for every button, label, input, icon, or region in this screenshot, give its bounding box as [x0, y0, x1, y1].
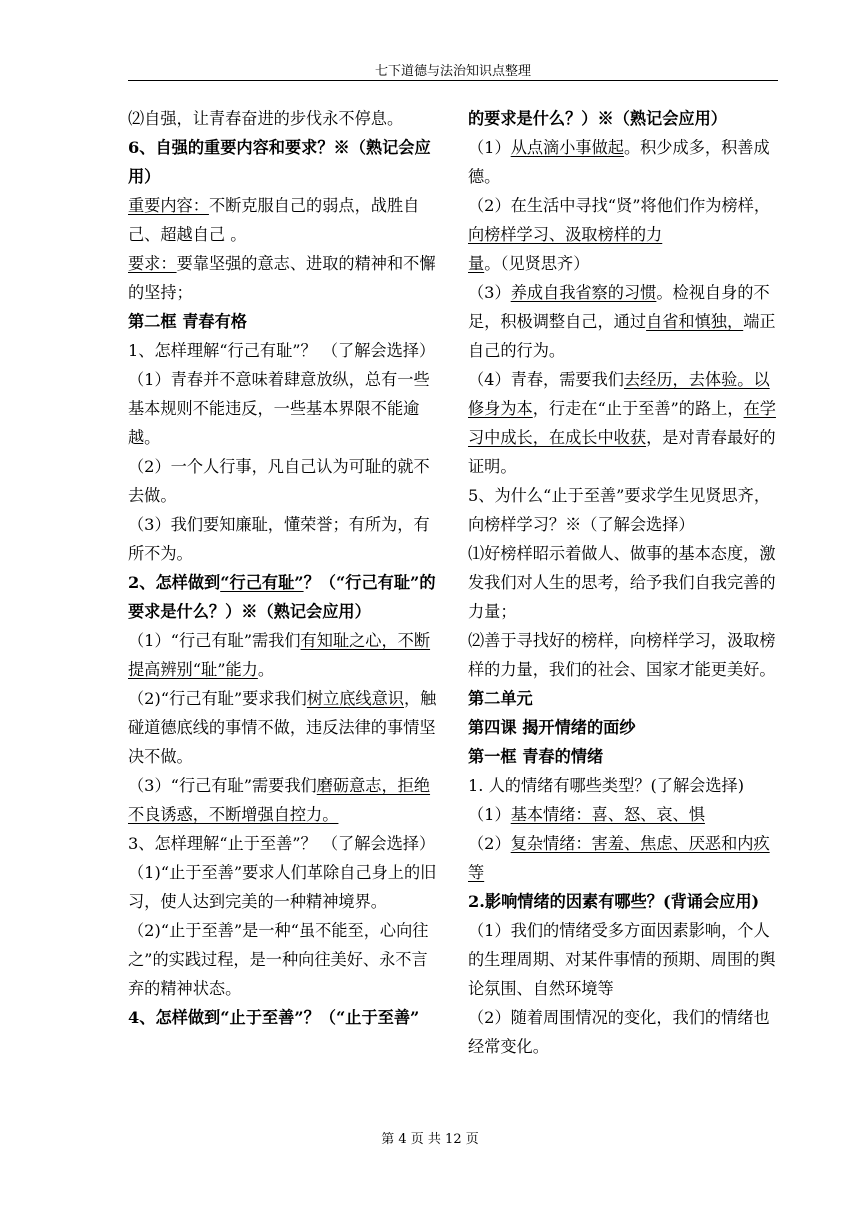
text-span: 。积少成多，积善成德。 [468, 138, 770, 186]
question-heading: 6、自强的重要内容和要求？※（熟记会应用） [128, 138, 431, 186]
text-span: 端正自己的行为。 [468, 312, 776, 360]
text-span: （2） [468, 834, 511, 853]
text-span: （1） [468, 138, 511, 157]
underlined-term: 去经历，去体验。以修身为本 [468, 370, 770, 418]
text-span: ，行走在“止于至善”的路上， [532, 399, 744, 418]
text-span: （2）在生活中寻找“贤”将他们作为榜样， [468, 196, 771, 215]
question-heading: 4、怎样做到“止于至善”？（“止于至善” [128, 1008, 420, 1027]
question-heading [128, 568, 440, 626]
paragraph: （1)“止于至善”要求人们革除自己身上的旧习，使人达到完美的一种精神境界。 [128, 863, 437, 911]
text-span: 。（见贤思齐） [484, 254, 590, 273]
header-divider [128, 80, 778, 81]
text-span: ，是对青春最好的证明。 [468, 428, 776, 476]
text-span: 不断克服自己的弱点，战胜自己、超越自己 。 [128, 196, 420, 244]
text-span: （2)“行己有耻”要求我们 [128, 689, 307, 708]
underlined-term: 在学习中成长，在成长中收获 [468, 399, 776, 447]
lesson-heading: 第四课 揭开情绪的面纱 [468, 718, 636, 737]
paragraph: （3）我们要知廉耻，懂荣誉；有所为，有所不为。 [128, 515, 430, 563]
text-span: （3） [468, 283, 511, 302]
unit-heading: 第二单元 [468, 689, 533, 708]
underlined-term: 复杂情绪：害羞、焦虑、厌恶和内疚等 [468, 834, 770, 882]
underlined-term: “行己有耻” [220, 573, 304, 592]
paragraph [128, 191, 440, 249]
question-heading: 的要求是什么？）※（熟记会应用） [468, 109, 727, 128]
text-span: （1） [468, 805, 511, 824]
text-span: （4）青春，需要我们 [468, 370, 624, 389]
underlined-term: 自省和慎独， [646, 312, 744, 331]
paragraph [468, 278, 780, 365]
paragraph: （2)“止于至善”是一种“虽不能至，心向往之”的实践过程，是一种向往美好、永不言弃的精神状态。 [128, 921, 429, 998]
text-span: 要靠坚强的意志、进取的精神和不懈的坚持； [128, 254, 436, 302]
question-heading: 5、为什么“止于至善”要求学生见贤思齐，向榜样学习？※（了解会选择） [468, 486, 771, 534]
page-header: 七下道德与法治知识点整理 [374, 64, 531, 79]
paragraph: （1）我们的情绪受多方面因素影响，个人的生理周期、对某件事情的预期、周围的舆论氛围、自然环境等 [468, 921, 776, 998]
text-span: 。 [257, 660, 275, 679]
paragraph: ⑴好榜样昭示着做人、做事的基本态度，激发我们对人生的思考，给予我们自我完善的力量； [468, 544, 776, 621]
paragraph: ⑵善于寻找好的榜样，向榜样学习，汲取榜样的力量，我们的社会、国家才能更美好。 [468, 631, 776, 679]
underlined-term: 养成自我省察的习惯 [510, 283, 657, 302]
question-heading: 2.影响情绪的因素有哪些？(背诵会应用) [468, 892, 760, 911]
paragraph: ⑵自强，让青春奋进的步伐永不停息。 [128, 109, 404, 128]
text-span: ？（“行己有耻”的要求是什么？）※（熟记会应用） [128, 573, 436, 621]
underlined-term: 树立底线意识 [306, 689, 404, 708]
right-column [468, 104, 780, 1061]
text-span: 2、怎样做到 [128, 573, 221, 592]
left-column [128, 104, 440, 1032]
paragraph [468, 191, 780, 278]
text-span: （3）“行己有耻”需要我们 [128, 776, 317, 795]
text-span: （1）“行己有耻”需我们 [128, 631, 301, 650]
paragraph: （2）一个人行事，凡自己认为可耻的就不去做。 [128, 457, 430, 505]
underlined-term: 向榜样学习、汲取榜样的力量 [468, 225, 663, 273]
question-heading: 3、怎样理解“止于至善”？ （了解会选择） [128, 834, 436, 853]
question-heading: 1、怎样理解“行己有耻”？ （了解会选择） [128, 341, 436, 360]
paragraph [128, 684, 440, 771]
section-heading: 第二框 青春有格 [128, 312, 247, 331]
section-heading: 第一框 青春的情绪 [468, 747, 604, 766]
paragraph [468, 829, 780, 887]
paragraph [468, 800, 780, 829]
underlined-term: 有知耻之心，不断提高辨别“耻”能力 [128, 631, 431, 679]
paragraph: （2）随着周围情况的变化，我们的情绪也经常变化。 [468, 1008, 770, 1056]
underlined-term: 要求： [128, 254, 177, 273]
text-span: ，触碰道德底线的事情不做，违反法律的事情坚决不做。 [128, 689, 437, 766]
paragraph [468, 365, 780, 481]
paragraph [128, 249, 440, 307]
paragraph [128, 626, 440, 684]
underlined-term: 从点滴小事做起 [510, 138, 624, 157]
underlined-term: 磨砺意志，拒绝不良诱惑，不断增强自控力。 [128, 776, 431, 824]
paragraph [128, 771, 440, 829]
text-span: 。检视自身的不足，积极调整自己，通过 [468, 283, 770, 331]
underlined-term: 基本情绪：喜、怒、哀、惧 [510, 805, 705, 824]
question-heading: 1. 人的情绪有哪些类型？(了解会选择) [468, 776, 745, 795]
page-footer: 第 4 页 共 12 页 [381, 1132, 479, 1147]
underlined-term: 重要内容： [128, 196, 209, 215]
paragraph [468, 133, 780, 191]
paragraph: （1）青春并不意味着肆意放纵，总有一些基本规则不能违反，一些基本界限不能逾越。 [128, 370, 430, 447]
